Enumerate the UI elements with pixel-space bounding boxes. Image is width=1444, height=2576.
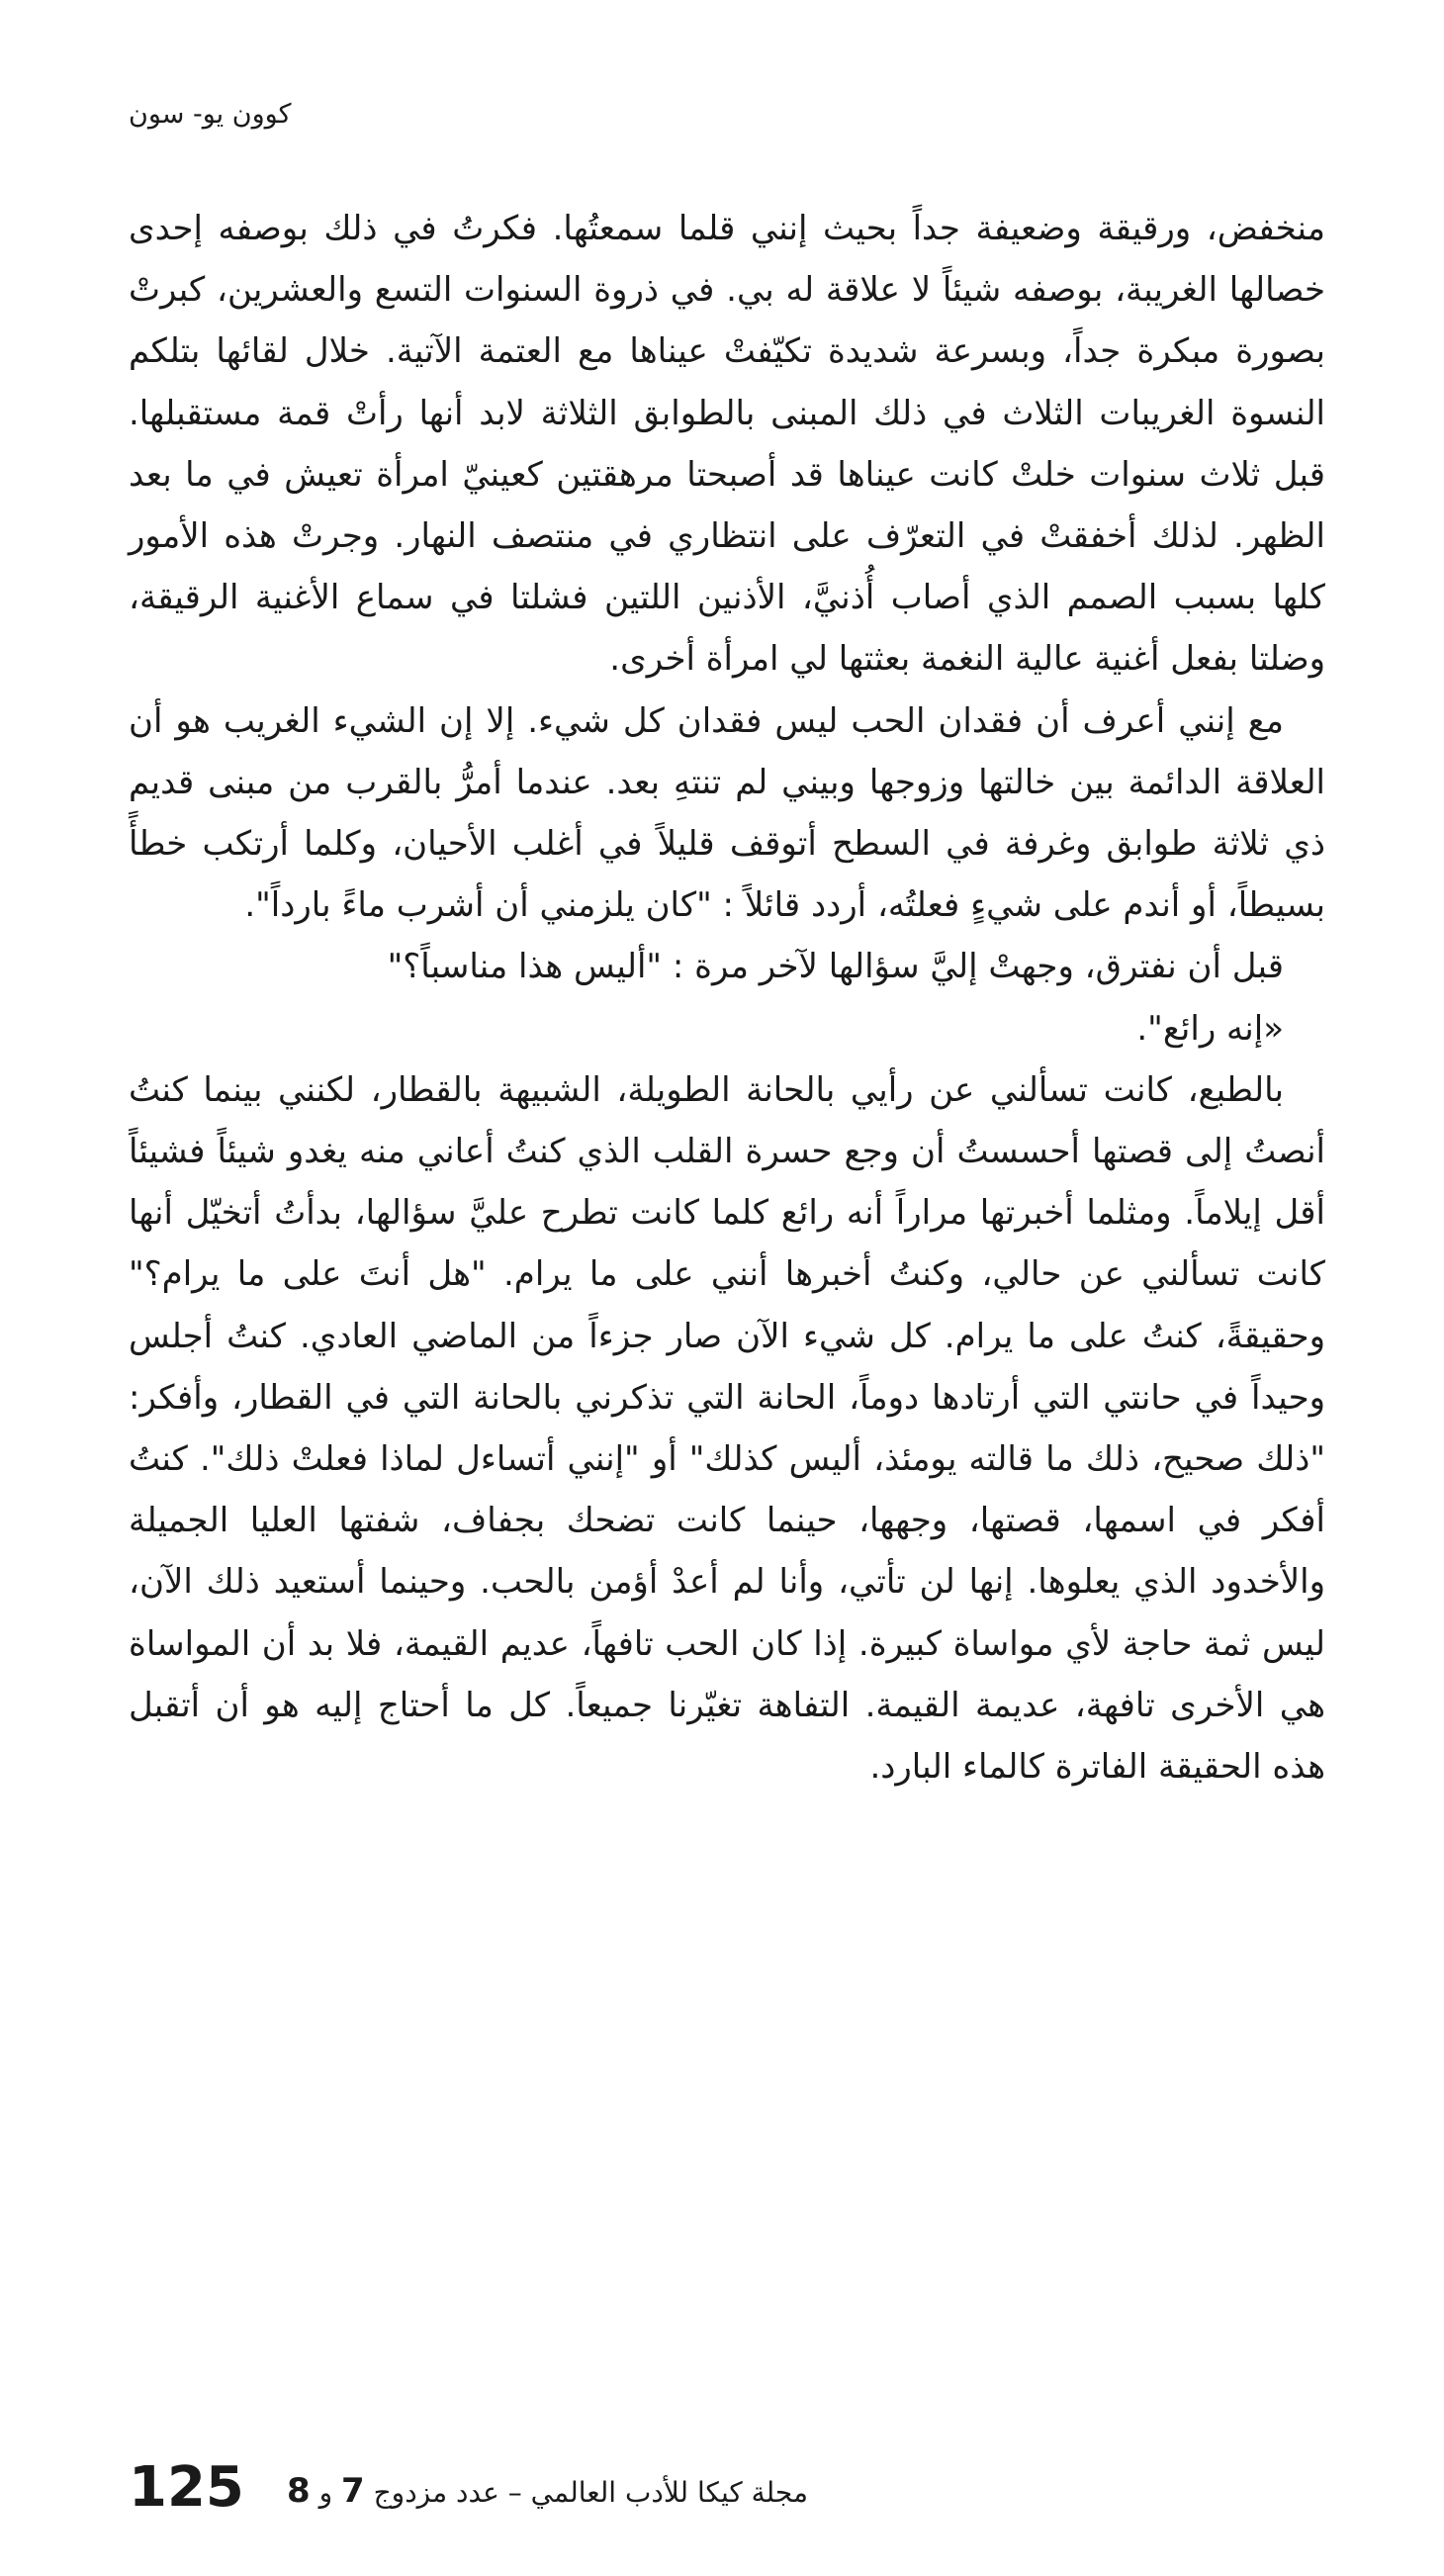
paragraph-1: منخفض، ورقيقة وضعيفة جداً بحيث إنني قلما سمعتُها. فكرتُ في ذلك بوصفه إحدى خصالها الغريبة، بوصفه شيئاً لا علاقة له بي. في ذروة السنوات التسع والعشرين، كبرتْ بصورة مبكرة جداً، وبسرعة شديدة تكيّفتْ عيناها مع العتمة الآتية. خلال لقائها بتلكم النسوة الغريبات الثلاث في ذلك المبنى بالطوابق الثلاثة لابد أنها رأتْ قمة مستقبلها. قبل ثلاث سنوات خلتْ كانت عيناها قد أصبحتا مرهقتين كعينيّ امرأة تعيش في ما بعد الظهر. لذلك أخفقتْ في التعرّف على انتظاري في منتصف النهار. وجرتْ هذه الأمور كلها بسبب الصمم الذي أصاب أُذنيَّ، الأذنين اللتين فشلتا في سماع الأغنية الرقيقة، وضلتا بفعل أغنية عالية النغمة بعثتها لي امرأة أخرى.	[129, 209, 1325, 680]
journal-footer-line	[287, 2469, 808, 2515]
issue-joiner: و	[318, 2476, 333, 2509]
page-number: 125	[129, 2455, 244, 2520]
page-footer	[129, 2453, 880, 2523]
paragraph-2: مع إنني أعرف أن فقدان الحب ليس فقدان كل شيء. إلا إن الشيء الغريب هو أن العلاقة الدائمة بين خالتها وزوجها وبيني لم تنتهِ بعد. عندما أمرُّ بالقرب من مبنى قديم ذي ثلاثة طوابق وغرفة في السطح أتوقف قليلاً في أغلب الأحيان، وكلما أرتكب خطأً بسيطاً، أو أندم على شيءٍ فعلتُه، أردد قائلاً : "كان يلزمني أن أشرب ماءً بارداً".	[129, 700, 1325, 926]
issue-number-b: 8	[287, 2471, 311, 2511]
paragraph-5: بالطبع، كانت تسألني عن رأيي بالحانة الطويلة، الشبيهة بالقطار، لكنني بينما كنتُ أنصتُ إلى قصتها أحسستُ أن وجع حسرة القلب الذي كنتُ أعاني منه يغدو شيئاً فشيئاً أقل إيلاماً. ومثلما أخبرتها مراراً أنه رائع كلما كانت تطرح عليَّ سؤالها، بدأتُ أتخيّل أنها كانت تسألني عن حالي، وكنتُ أخبرها أنني على ما يرام. "هل أنتَ على ما يرام؟" وحقيقةً، كنتُ على ما يرام. كل شيء الآن صار جزءاً من الماضي العادي. كنتُ أجلس وحيداً في حانتي التي أرتادها دوماً، الحانة التي تذكرني بالحانة التي في القطار، وأفكر: "ذلك صحيح، ذلك ما قالته يومئذ، أليس كذلك" أو "إنني أتساءل لماذا فعلتْ ذلك". كنتُ أفكر في اسمها، قصتها، وجهها، حينما كانت تضحك بجفاف، شفتها العليا الجميلة والأخدود الذي يعلوها. إنها لن تأتي، وأنا لم أعدْ أؤمن بالحب. وحينما أستعيد ذلك الآن، ليس ثمة حاجة لأي مواساة كبيرة. إذا كان الحب تافهاً، عديم القيمة، فلا بد أن المواساة هي الأخرى تافهة، عديمة القيمة. التفاهة تغيّرنا جميعاً. كل ما أحتاج إليه هو أن أتقبل هذه الحقيقة الفاترة كالماء البارد.	[129, 1069, 1325, 1788]
paragraph-4: «إنه رائع".	[1136, 1008, 1284, 1049]
issue-number-a: 7	[341, 2471, 365, 2511]
paragraph-3: قبل أن نفترق، وجهتْ إليَّ سؤالها لآخر مرة : "أليس هذا مناسباً؟"	[387, 947, 1284, 987]
journal-name: مجلة كيكا للأدب العالمي – عدد مزدوج	[373, 2476, 808, 2509]
article-body	[129, 198, 1325, 1797]
running-header-author: كوون يو- سون	[129, 99, 292, 130]
